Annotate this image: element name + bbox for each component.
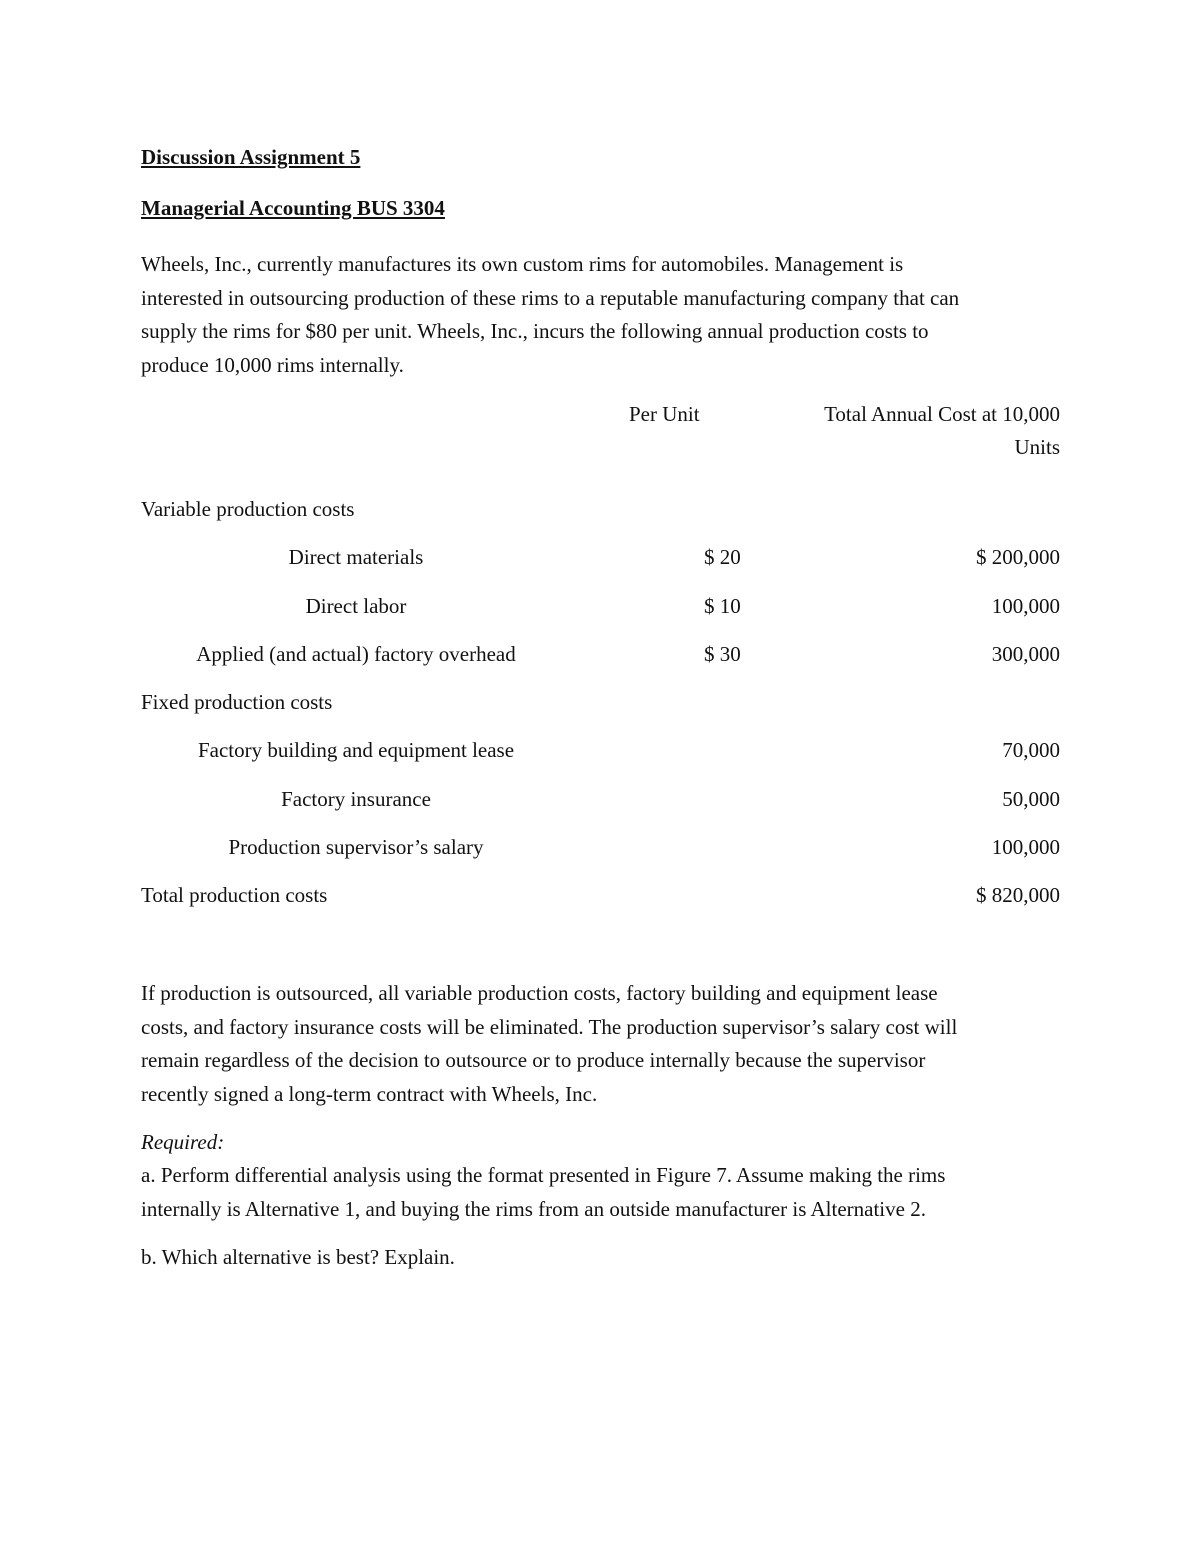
required-label: Required: [141, 1130, 225, 1154]
intro-line: produce 10,000 rims internally. [141, 352, 404, 377]
col-header-total-line1: Total Annual Cost at 10,000 [824, 402, 1060, 426]
row-label-direct-materials: Direct materials [288, 545, 424, 569]
total-costs-value: $ 820,000 [976, 883, 1060, 907]
intro-line: Wheels, Inc., currently manufactures its own custom rims for automobiles. Management is [141, 252, 904, 276]
outsource-line: If production is outsourced, all variable production costs, factory building and equipment lease [141, 981, 938, 1005]
row-total-supervisor-salary: 100,000 [991, 835, 1060, 859]
row-per-unit-factory-overhead: $ 30 [704, 642, 741, 666]
course-title: Managerial Accounting BUS 3304 [141, 196, 445, 220]
row-label-direct-labor: Direct labor [305, 594, 407, 618]
total-costs-label: Total production costs [141, 883, 328, 907]
variable-costs-heading: Variable production costs [141, 497, 355, 521]
col-header-total-line2: Units [1014, 435, 1060, 459]
outsource-paragraph [141, 977, 1071, 1111]
intro-line: interested in outsourcing production of these rims to a reputable manufacturing company that can [141, 285, 960, 310]
document-title: Discussion Assignment 5 [141, 145, 361, 169]
requirement-a-line: internally is Alternative 1, and buying the rims from an outside manufacturer is Alternative 2. [141, 1196, 926, 1221]
outsource-line: remain regardless of the decision to outsource or to produce internally because the supervisor [141, 1048, 926, 1072]
row-label-supervisor-salary: Production supervisor’s salary [228, 835, 484, 859]
requirement-a [141, 1159, 1071, 1226]
intro-line: supply the rims for $80 per unit. Wheels, Inc., incurs the following annual production costs to [141, 319, 929, 343]
row-total-direct-materials: $ 200,000 [976, 545, 1060, 569]
row-total-direct-labor: 100,000 [991, 594, 1060, 618]
row-total-factory-overhead: 300,000 [991, 642, 1060, 666]
intro-paragraph [141, 248, 1071, 382]
row-label-factory-insurance: Factory insurance [281, 787, 431, 811]
row-per-unit-direct-labor: $ 10 [704, 594, 741, 618]
row-total-factory-insurance: 50,000 [1002, 787, 1060, 811]
outsource-line: recently signed a long-term contract with Wheels, Inc. [141, 1081, 598, 1106]
row-label-factory-overhead: Applied (and actual) factory overhead [196, 642, 516, 666]
row-total-building-lease: 70,000 [1002, 738, 1060, 762]
row-label-building-lease: Factory building and equipment lease [197, 738, 515, 762]
requirement-b: b. Which alternative is best? Explain. [141, 1245, 455, 1269]
requirement-a-line: a. Perform differential analysis using the format presented in Figure 7. Assume making the rims [141, 1163, 946, 1187]
fixed-costs-heading: Fixed production costs [141, 690, 333, 714]
row-per-unit-direct-materials: $ 20 [704, 545, 741, 569]
col-header-per-unit: Per Unit [629, 402, 700, 426]
outsource-line: costs, and factory insurance costs will be eliminated. The production supervisor’s salary cost will [141, 1014, 958, 1039]
